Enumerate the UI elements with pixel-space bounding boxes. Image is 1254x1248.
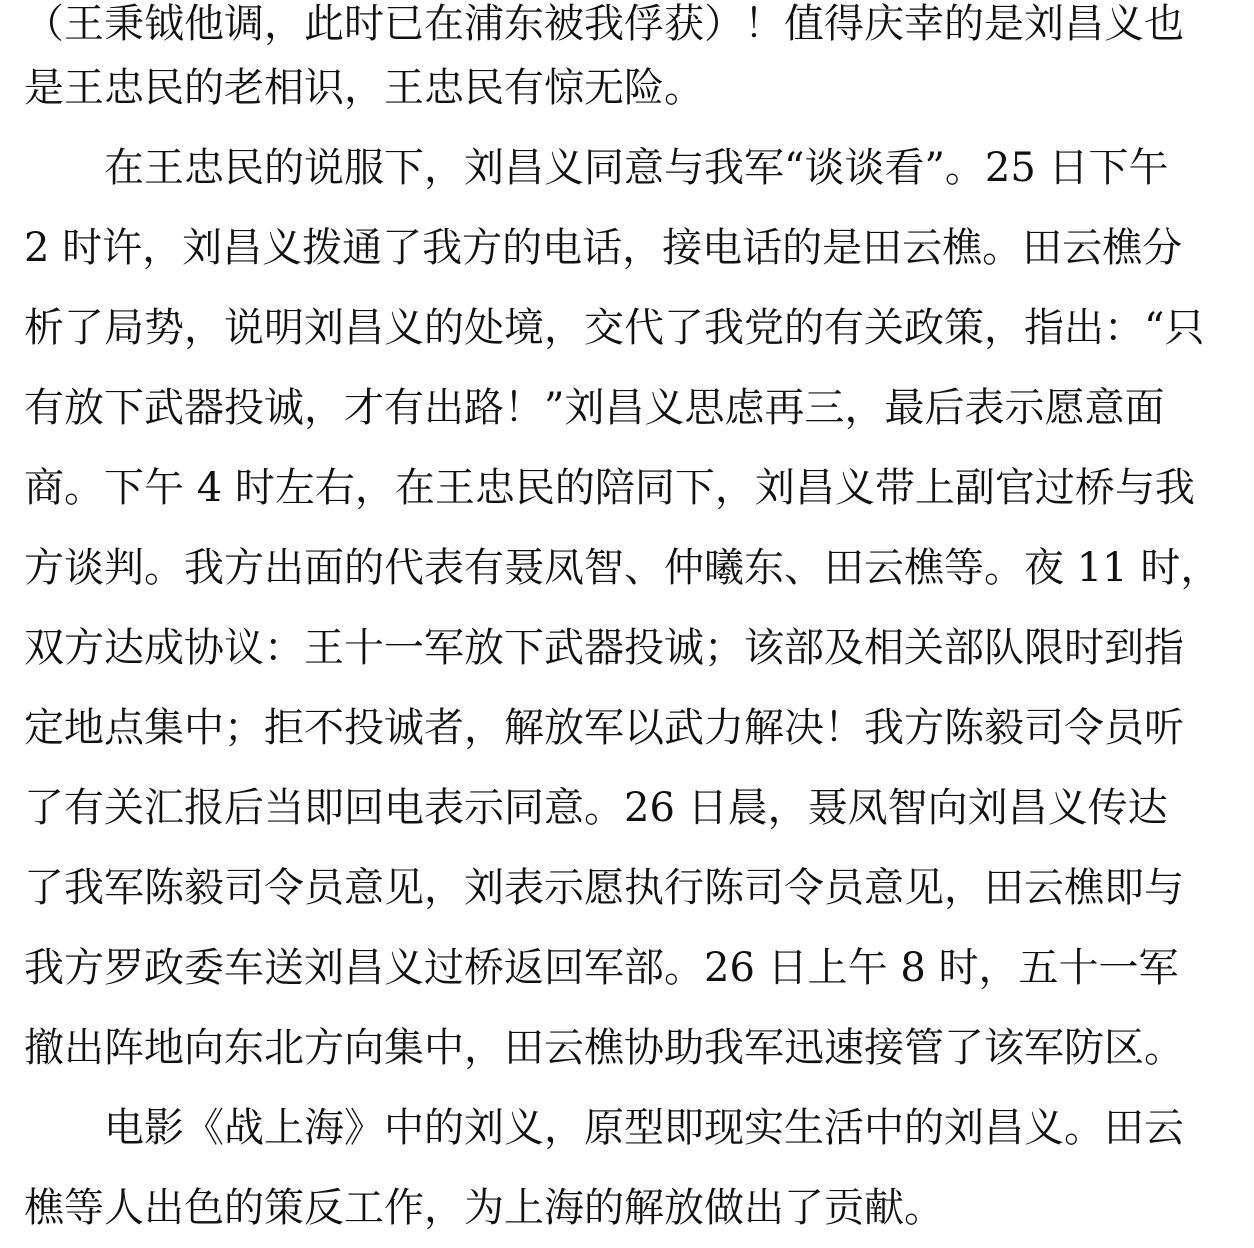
text-line-13: 我方罗政委车送刘昌义过桥返回军部。26 日上午 8 时，五十一军 xyxy=(24,945,1179,991)
text-line-6: 有放下武器投诚，才有出路！”刘昌义思虑再三，最后表示愿意面 xyxy=(24,385,1165,431)
text-line-12: 了我军陈毅司令员意见，刘表示愿执行陈司令员意见，田云樵即与 xyxy=(24,865,1184,911)
text-line-14: 撤出阵地向东北方向集中，田云樵协助我军迅速接管了该军防区。 xyxy=(24,1025,1184,1071)
text-line-2: 是王忠民的老相识，王忠民有惊无险。 xyxy=(24,65,704,111)
text-line-9: 双方达成协议：王十一军放下武器投诚；该部及相关部队限时到指 xyxy=(24,625,1184,671)
text-line-16: 樵等人出色的策反工作，为上海的解放做出了贡献。 xyxy=(24,1185,944,1231)
text-line-7: 商。下午 4 时左右，在王忠民的陪同下，刘昌义带上副官过桥与我 xyxy=(24,465,1195,511)
text-line-5: 析了局势，说明刘昌义的处境，交代了我党的有关政策，指出：“只 xyxy=(24,305,1205,351)
text-line-8: 方谈判。我方出面的代表有聂凤智、仲曦东、田云樵等。夜 11 时， xyxy=(24,545,1221,591)
text-line-4: 2 时许，刘昌义拨通了我方的电话，接电话的是田云樵。田云樵分 xyxy=(24,225,1183,271)
text-line-3: 在王忠民的说服下，刘昌义同意与我军“谈谈看”。25 日下午 xyxy=(24,145,1169,191)
text-line-1: （王秉钺他调，此时已在浦东被我俘获）！值得庆幸的是刘昌义也 xyxy=(24,1,1184,47)
text-line-15: 电影《战上海》中的刘义，原型即现实生活中的刘昌义。田云 xyxy=(24,1105,1184,1151)
text-line-11: 了有关汇报后当即回电表示同意。26 日晨，聂凤智向刘昌义传达 xyxy=(24,785,1168,831)
text-line-10: 定地点集中；拒不投诚者，解放军以武力解决！我方陈毅司令员听 xyxy=(24,705,1184,751)
